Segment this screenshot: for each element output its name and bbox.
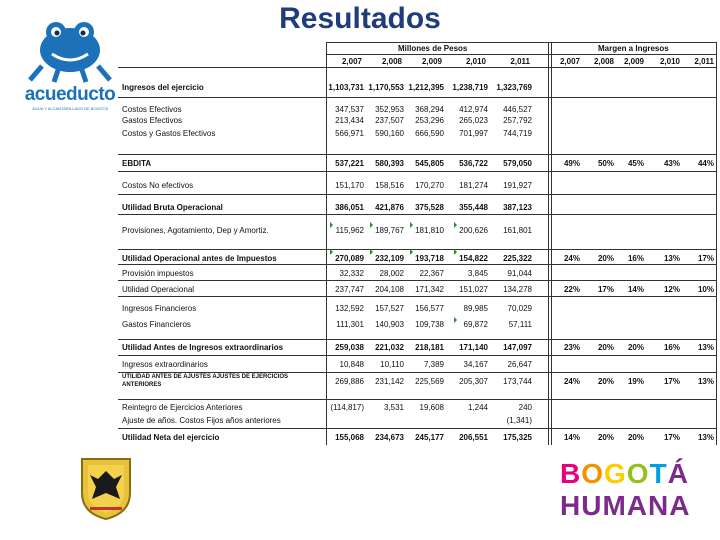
row-value: 355,448: [459, 203, 488, 212]
row-value: 173,744: [503, 377, 532, 386]
row-value: 206,551: [459, 433, 488, 442]
grid-line: [716, 42, 717, 445]
row-label: Costos Efectivos: [122, 105, 182, 114]
row-value: 237,747: [335, 285, 364, 294]
row-value: 28,002: [379, 269, 404, 278]
row-value: 205,307: [459, 377, 488, 386]
row-value: 579,050: [503, 159, 532, 168]
note-marker: [370, 222, 373, 228]
grid-line: [118, 296, 716, 297]
humana-wordmark: HUMANA: [560, 490, 691, 521]
row-value: 225,322: [503, 254, 532, 263]
row-margin: 50%: [597, 159, 614, 168]
row-value: 191,927: [503, 181, 532, 190]
row-value: 375,528: [415, 203, 444, 212]
grid-line: [548, 54, 716, 55]
row-value: 151,170: [335, 181, 364, 190]
row-margin: 43%: [663, 159, 680, 168]
row-margin: 14%: [627, 285, 644, 294]
row-value: 253,296: [415, 116, 444, 125]
row-margin: 22%: [563, 285, 580, 294]
row-margin: 10%: [697, 285, 714, 294]
header-margen: Margen a Ingresos: [598, 44, 669, 53]
row-value: 204,108: [375, 285, 404, 294]
row-margin: 17%: [597, 285, 614, 294]
row-value: 132,592: [335, 304, 364, 313]
row-margin: 49%: [563, 159, 580, 168]
row-value: 155,068: [335, 433, 364, 442]
row-value: 1,244: [467, 403, 488, 412]
note-marker: [454, 222, 457, 228]
row-value: 175,325: [503, 433, 532, 442]
row-value: 10,110: [380, 360, 404, 369]
row-value: 537,221: [335, 159, 364, 168]
row-label: Ingresos Financieros: [122, 304, 197, 313]
row-value: 158,516: [375, 181, 404, 190]
row-value: 7,389: [423, 360, 444, 369]
grid-line: [118, 339, 716, 340]
grid-line: [118, 171, 716, 172]
row-value: 257,792: [503, 116, 532, 125]
row-margin: 24%: [563, 377, 580, 386]
margin-year-header-4: 2,011: [694, 57, 714, 66]
row-value: 446,527: [503, 105, 532, 114]
row-value: 70,029: [507, 304, 532, 313]
row-value: 147,097: [503, 343, 532, 352]
note-marker: [410, 249, 413, 255]
row-value: 666,590: [415, 129, 444, 138]
note-marker: [454, 249, 457, 255]
row-margin: 20%: [627, 343, 644, 352]
row-value: 57,111: [508, 320, 532, 329]
row-value: 580,393: [375, 159, 404, 168]
row-value: 245,177: [415, 433, 444, 442]
row-value: 154,822: [459, 254, 488, 263]
row-value: 412,974: [459, 105, 488, 114]
row-value: 347,537: [335, 105, 364, 114]
row-margin: 17%: [663, 377, 680, 386]
row-label: Utilidad Neta del ejercicio: [122, 433, 220, 442]
row-label: EBDITA: [122, 159, 152, 168]
grid-line: [118, 214, 716, 215]
row-value: 368,294: [415, 105, 444, 114]
grid-line: [118, 97, 716, 98]
row-value: 269,886: [335, 377, 364, 386]
row-value: 115,962: [335, 226, 364, 235]
row-value: 231,142: [375, 377, 404, 386]
row-margin: 14%: [563, 433, 580, 442]
page-title: Resultados: [279, 2, 441, 35]
row-label: Provisión impuestos: [122, 269, 194, 278]
row-value: 218,181: [415, 343, 444, 352]
row-value: 566,971: [335, 129, 364, 138]
row-label: Provisiones, Agotamiento, Dep y Amortiz.: [122, 226, 269, 235]
margin-year-header-3: 2,010: [659, 57, 680, 66]
row-value: 744,719: [503, 129, 532, 138]
row-label: Utilidad Bruta Operacional: [122, 203, 223, 212]
row-value: 1,170,553: [368, 83, 404, 92]
results-table: [118, 42, 718, 445]
row-value: 109,738: [415, 320, 444, 329]
row-margin: 13%: [663, 254, 680, 263]
row-value: 181,274: [459, 181, 488, 190]
row-value: 10,848: [339, 360, 364, 369]
row-value: 259,038: [335, 343, 364, 352]
bogota-humana-logo: [560, 457, 691, 529]
grid-line: [326, 54, 551, 55]
year-header-0: 2,007: [341, 57, 362, 66]
bogota-wordmark: BOGOTÁ: [560, 458, 689, 489]
margin-year-header-1: 2,008: [593, 57, 614, 66]
grid-line: [118, 194, 716, 195]
row-margin: 20%: [597, 433, 614, 442]
year-header-3: 2,010: [465, 57, 486, 66]
row-value: 140,903: [375, 320, 404, 329]
row-value: 225,569: [415, 377, 444, 386]
grid-line: [118, 280, 716, 281]
row-value: 421,876: [375, 203, 404, 212]
bogota-shield-logo: [78, 455, 134, 521]
row-value: 590,160: [375, 129, 404, 138]
row-value: 221,032: [375, 343, 404, 352]
row-value: 69,872: [463, 320, 488, 329]
row-value: 386,051: [335, 203, 364, 212]
row-value: 151,027: [459, 285, 488, 294]
row-value: 161,801: [503, 226, 532, 235]
row-value: 387,123: [503, 203, 532, 212]
row-label: Costos y Gastos Efectivos: [122, 129, 216, 138]
row-value: 1,323,769: [496, 83, 532, 92]
row-value: 170,270: [415, 181, 444, 190]
row-value: 536,722: [459, 159, 488, 168]
note-marker: [454, 317, 457, 323]
grid-line: [548, 42, 716, 43]
row-value: 171,140: [459, 343, 488, 352]
margin-year-header-0: 2,007: [559, 57, 580, 66]
grid-line: [326, 42, 551, 43]
acueducto-wordmark: acueducto: [24, 84, 116, 105]
header-millones: Millones de Pesos: [398, 44, 468, 53]
row-value: 232,109: [375, 254, 404, 263]
row-value: 352,953: [375, 105, 404, 114]
row-label: Ajuste de años. Costos Fijos años anteriores: [122, 416, 281, 425]
row-margin: 16%: [663, 343, 680, 352]
row-value: 189,767: [375, 226, 404, 235]
acueducto-logo: [20, 18, 120, 110]
row-label: Utilidad Operacional antes de Impuestos: [122, 254, 277, 263]
row-value: (1,341): [506, 416, 532, 425]
row-value: 1,238,719: [452, 83, 488, 92]
row-label: Costos No efectivos: [122, 181, 194, 190]
row-value: 26,647: [507, 360, 532, 369]
row-margin: 44%: [697, 159, 714, 168]
row-margin: 12%: [663, 285, 680, 294]
row-margin: 17%: [697, 254, 714, 263]
note-marker: [370, 249, 373, 255]
row-label: UTILIDAD ANTES DE AJUSTES AJUSTES DE EJERCICIOS ANTERIORES: [122, 374, 289, 388]
row-value: 265,023: [459, 116, 488, 125]
row-label: Gastos Efectivos: [122, 116, 183, 125]
row-value: (114,817): [330, 403, 364, 412]
row-label: Ingresos extraordinarios: [122, 360, 208, 369]
row-value: 234,673: [375, 433, 404, 442]
row-value: 545,805: [415, 159, 444, 168]
grid-line: [118, 249, 716, 250]
acueducto-subtitle: AGUA Y ALCANTARILLADO DE BOGOTÁ: [32, 106, 108, 111]
row-value: 3,845: [467, 269, 488, 278]
row-margin: 20%: [597, 343, 614, 352]
row-value: 1,212,395: [408, 83, 444, 92]
grid-line: [118, 264, 716, 265]
row-margin: 19%: [627, 377, 644, 386]
note-marker: [330, 249, 333, 255]
year-header-2: 2,009: [421, 57, 442, 66]
row-value: 240: [518, 403, 532, 412]
year-header-1: 2,008: [381, 57, 402, 66]
row-value: 3,531: [383, 403, 404, 412]
row-label: Reintegro de Ejercicios Anteriores: [122, 403, 243, 412]
grid-line: [118, 399, 716, 400]
frog-icon: [20, 18, 120, 84]
row-value: 32,332: [339, 269, 364, 278]
row-value: 237,507: [375, 116, 404, 125]
row-value: 193,718: [415, 254, 444, 263]
row-margin: 20%: [627, 433, 644, 442]
row-margin: 13%: [697, 377, 714, 386]
row-margin: 17%: [663, 433, 680, 442]
grid-line: [118, 67, 716, 68]
row-value: 1,103,731: [328, 83, 364, 92]
row-value: 171,342: [415, 285, 444, 294]
row-margin: 20%: [597, 254, 614, 263]
row-margin: 23%: [563, 343, 580, 352]
row-value: 89,985: [463, 304, 488, 313]
grid-line: [118, 154, 716, 155]
note-marker: [330, 222, 333, 228]
row-value: 181,810: [415, 226, 444, 235]
grid-line: [118, 428, 716, 429]
row-value: 22,367: [419, 269, 444, 278]
row-margin: 20%: [597, 377, 614, 386]
row-value: 157,527: [375, 304, 404, 313]
row-value: 134,278: [503, 285, 532, 294]
row-value: 34,167: [463, 360, 488, 369]
row-label: Utilidad Antes de Ingresos extraordinarios: [122, 343, 284, 352]
row-label: Gastos Financieros: [122, 320, 191, 329]
row-label: Utilidad Operacional: [122, 285, 195, 294]
grid-line: [118, 355, 716, 356]
row-value: 701,997: [459, 129, 488, 138]
year-header-4: 2,011: [510, 57, 530, 66]
row-margin: 13%: [697, 343, 714, 352]
row-value: 91,044: [507, 269, 532, 278]
row-value: 19,608: [419, 403, 444, 412]
grid-line: [548, 42, 549, 445]
margin-year-header-2: 2,009: [623, 57, 644, 66]
row-margin: 16%: [627, 254, 644, 263]
row-margin: 24%: [563, 254, 580, 263]
row-label: Ingresos del ejercicio: [122, 83, 204, 92]
row-value: 270,089: [335, 254, 364, 263]
row-margin: 13%: [697, 433, 714, 442]
row-value: 200,626: [459, 226, 488, 235]
note-marker: [410, 222, 413, 228]
row-value: 111,301: [336, 320, 364, 329]
row-value: 156,577: [415, 304, 444, 313]
row-value: 213,434: [335, 116, 364, 125]
row-margin: 45%: [627, 159, 644, 168]
